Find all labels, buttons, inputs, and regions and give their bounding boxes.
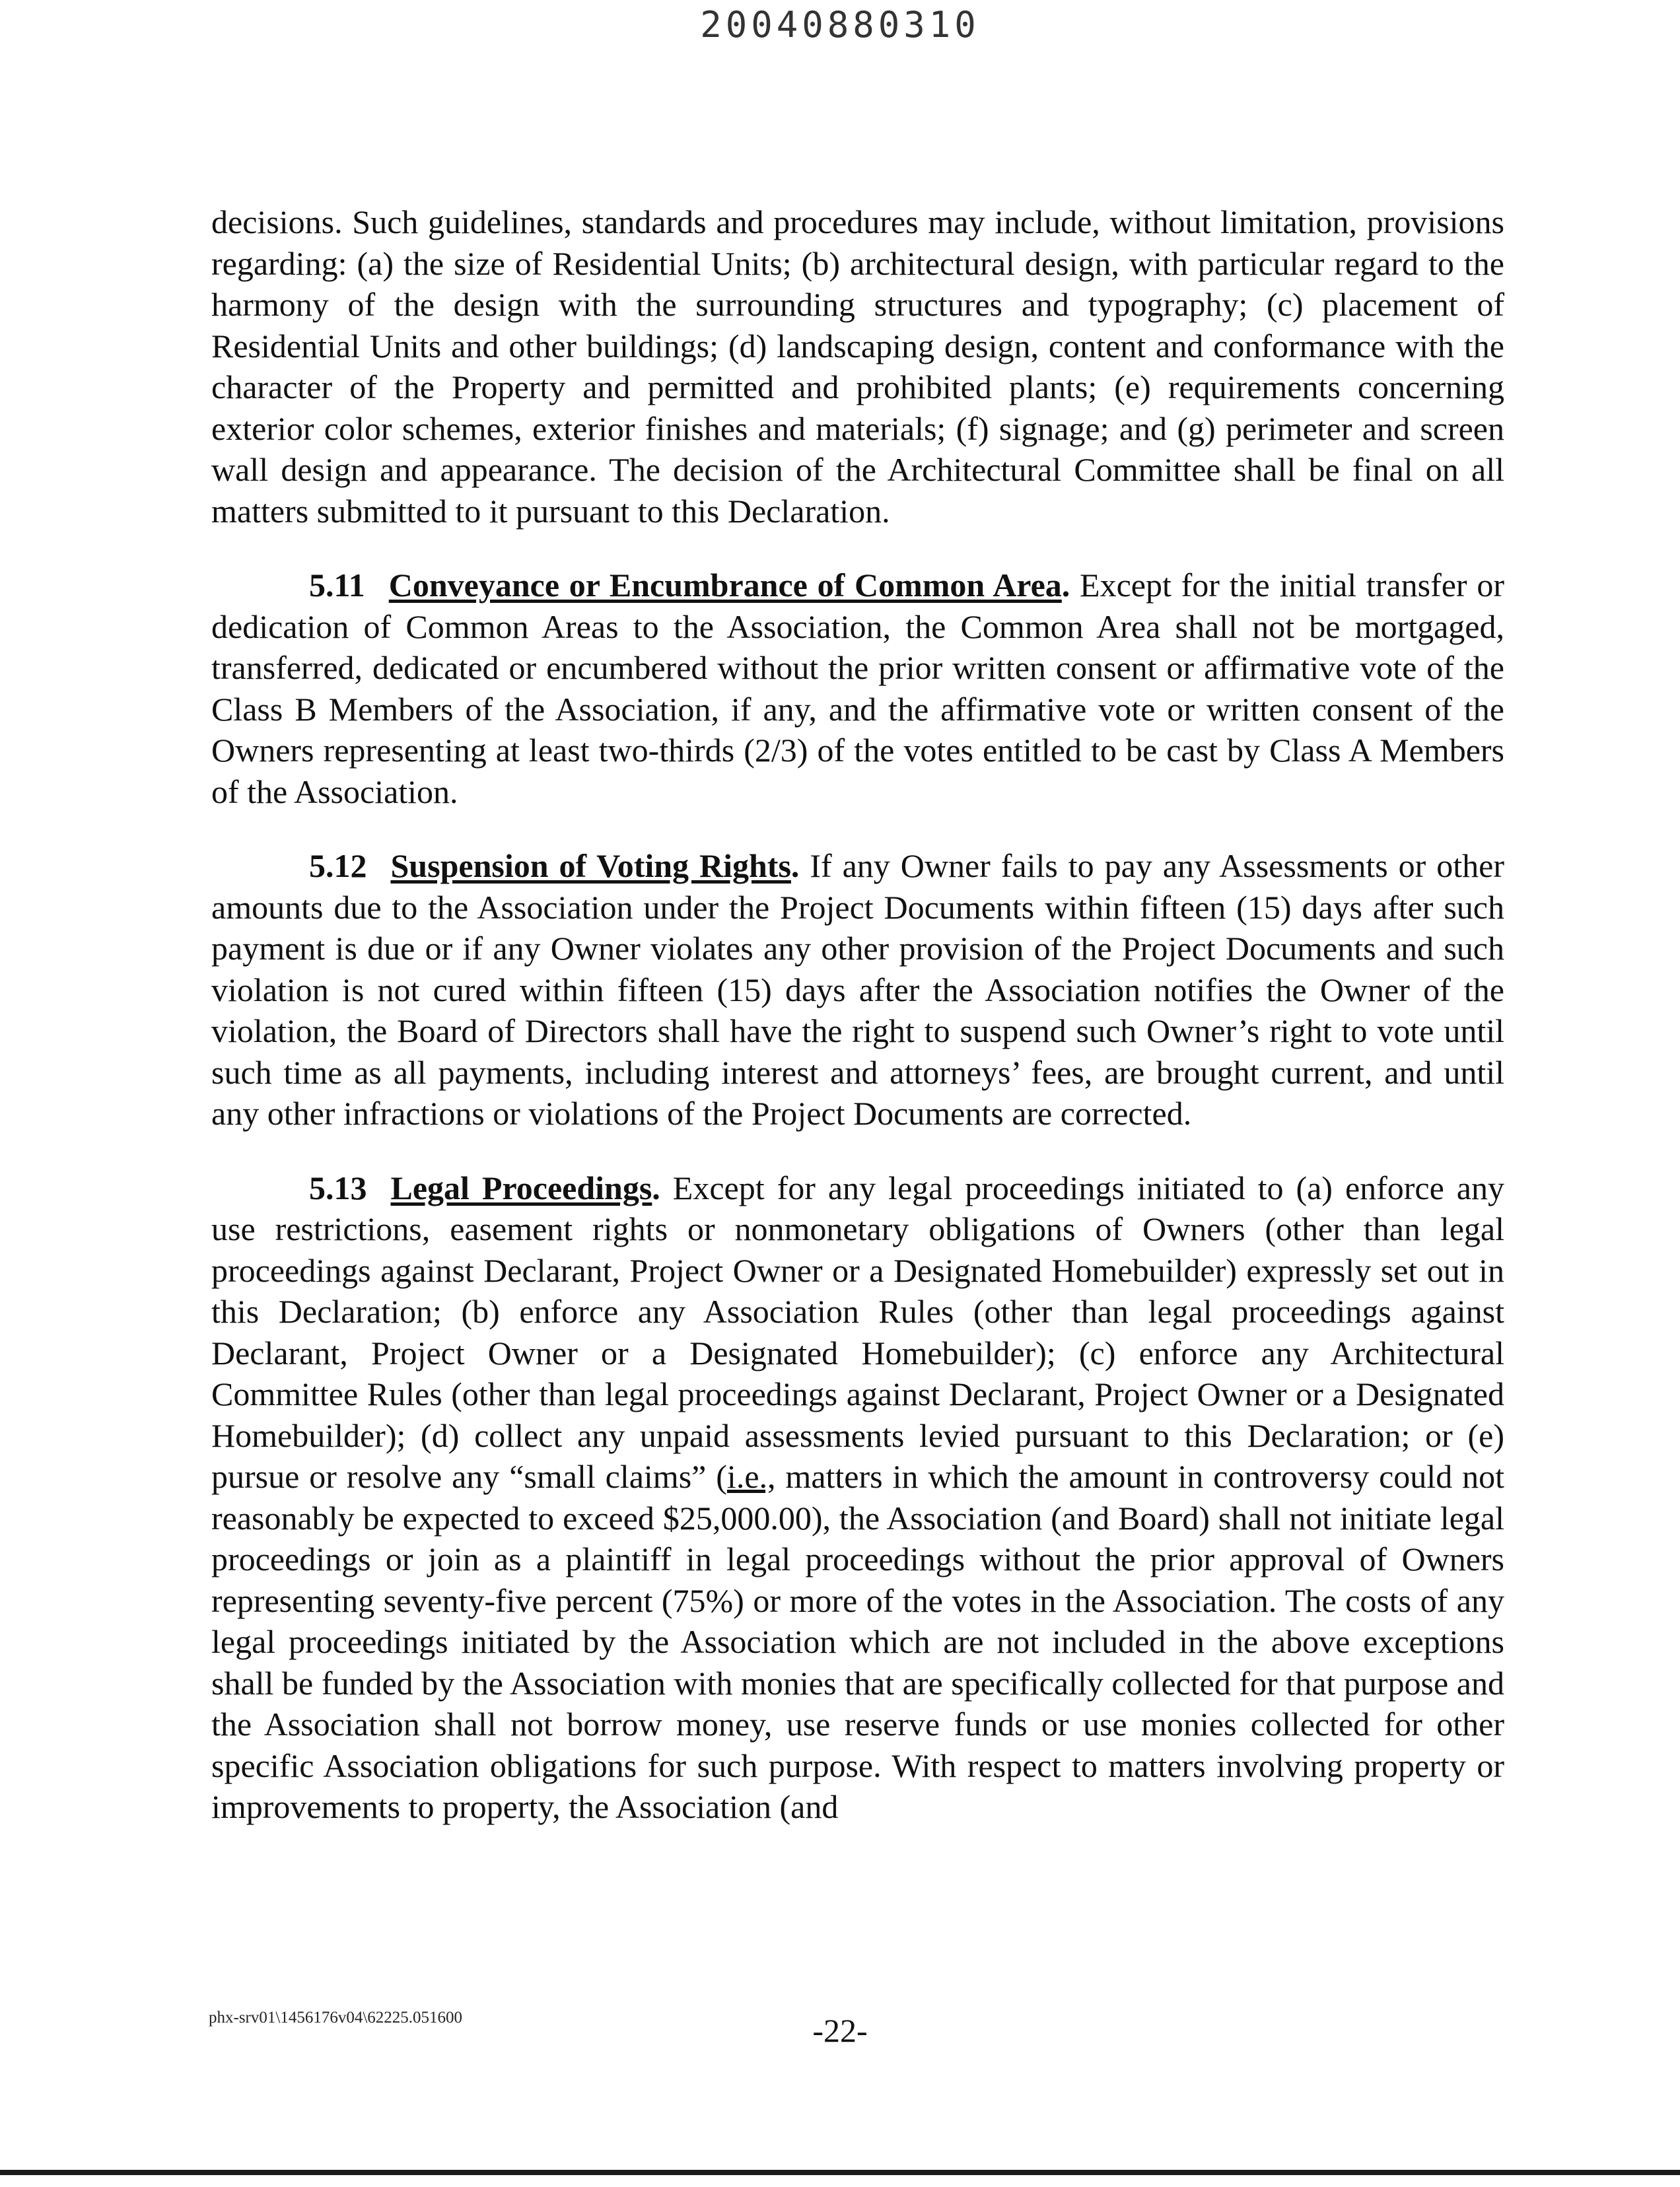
- section-5-11: [211, 565, 1504, 812]
- section-title: Suspension of Voting Rights: [390, 847, 791, 884]
- section-text-part-1: Except for any legal proceedings initiated to (a) enforce any use restrictions, easement rights or nonmonetary obligations of Owners (other than legal proceedings against Declarant, Project Owner or a Designated Homebuilder) expressly set out in this Declaration; (b) enforce any Association Rules (other than legal proceedings against Declarant, Project Owner or a Designated Homebuilder); (c) enforce any Architectural Committee Rules (other than legal proceedings against Declarant, Project Owner or a Designated Homebuilder); (d) collect any unpaid assessments levied pursuant to this Declaration; or (e) pursue or resolve any “small claims” (: [211, 1169, 1504, 1495]
- section-title: Conveyance or Encumbrance of Common Area: [388, 567, 1062, 604]
- continuation-paragraph: decisions. Such guidelines, standards and procedures may include, without limitation, provisions regarding: (a) the size of Residential Units; (b) architectural design, with particular regard to the harmony of the design with the surrounding structures and typography; (c) placement of Residential Units and other buildings; (d) landscaping design, content and conformance with the character of the Property and permitted and prohibited plants; (e) requirements concerning exterior color schemes, exterior finishes and materials; (f) signage; and (g) perimeter and screen wall design and appearance. The decision of the Architectural Committee shall be final on all matters submitted to it pursuant to this Declaration.: [211, 203, 1504, 530]
- section-title-period: .: [1061, 567, 1070, 604]
- section-title: Legal Proceedings: [390, 1169, 652, 1206]
- section-number: 5.12: [309, 847, 367, 884]
- section-text-part-2: matters in which the amount in controversy could not reasonably be expected to exceed $25,000.00), the Association (and Board) shall not initiate legal proceedings or join as a plaintiff in legal proceedings without the prior approval of Owners representing seventy-five percent (75%) or more of the votes in the Association. The costs of any legal proceedings initiated by the Association which are not included in the above exceptions shall be funded by the Association with monies that are specifically collected for that purpose and the Association shall not borrow money, use reserve funds or use monies collected for other specific Association obligations for such purpose. With respect to matters involving property or improvements to property, the Association (and: [211, 1458, 1504, 1825]
- bottom-divider: [0, 2170, 1680, 2175]
- footer-file-path: phx-srv01\1456176v04\62225.051600: [209, 2009, 463, 2027]
- section-5-12: [211, 845, 1504, 1134]
- section-text: Except for the initial transfer or dedication of Common Areas to the Association, the Common Area shall not be mortgaged, transferred, dedicated or encumbered without the prior written consent or affirmative vote of the Class B Members of the Association, if any, and the affirmative vote or written consent of the Owners representing at least two-thirds (2/3) of the votes entitled to be cast by Class A Members of the Association.: [211, 567, 1504, 810]
- section-title-period: .: [790, 847, 800, 884]
- section-title-period: .: [652, 1169, 660, 1206]
- section-5-13: [211, 1167, 1504, 1828]
- section-number: 5.13: [309, 1169, 367, 1206]
- section-number: 5.11: [309, 567, 365, 604]
- document-body: [211, 201, 1504, 1828]
- page-number: -22-: [812, 2012, 868, 2049]
- document-number-stamp: 20040880310: [700, 4, 980, 46]
- section-text: If any Owner fails to pay any Assessments or other amounts due to the Association under the Project Documents within fifteen (15) days after such payment is due or if any Owner violates any other provision of the Project Documents and such violation is not cured within fifteen (15) days after the Association notifies the Owner of the violation, the Board of Directors shall have the right to suspend such Owner’s right to vote until such time as all payments, including interest and attorneys’ fees, are brought current, and until any other infractions or violations of the Project Documents are corrected.: [211, 847, 1504, 1132]
- abbreviation-ie: i.e.,: [726, 1458, 776, 1495]
